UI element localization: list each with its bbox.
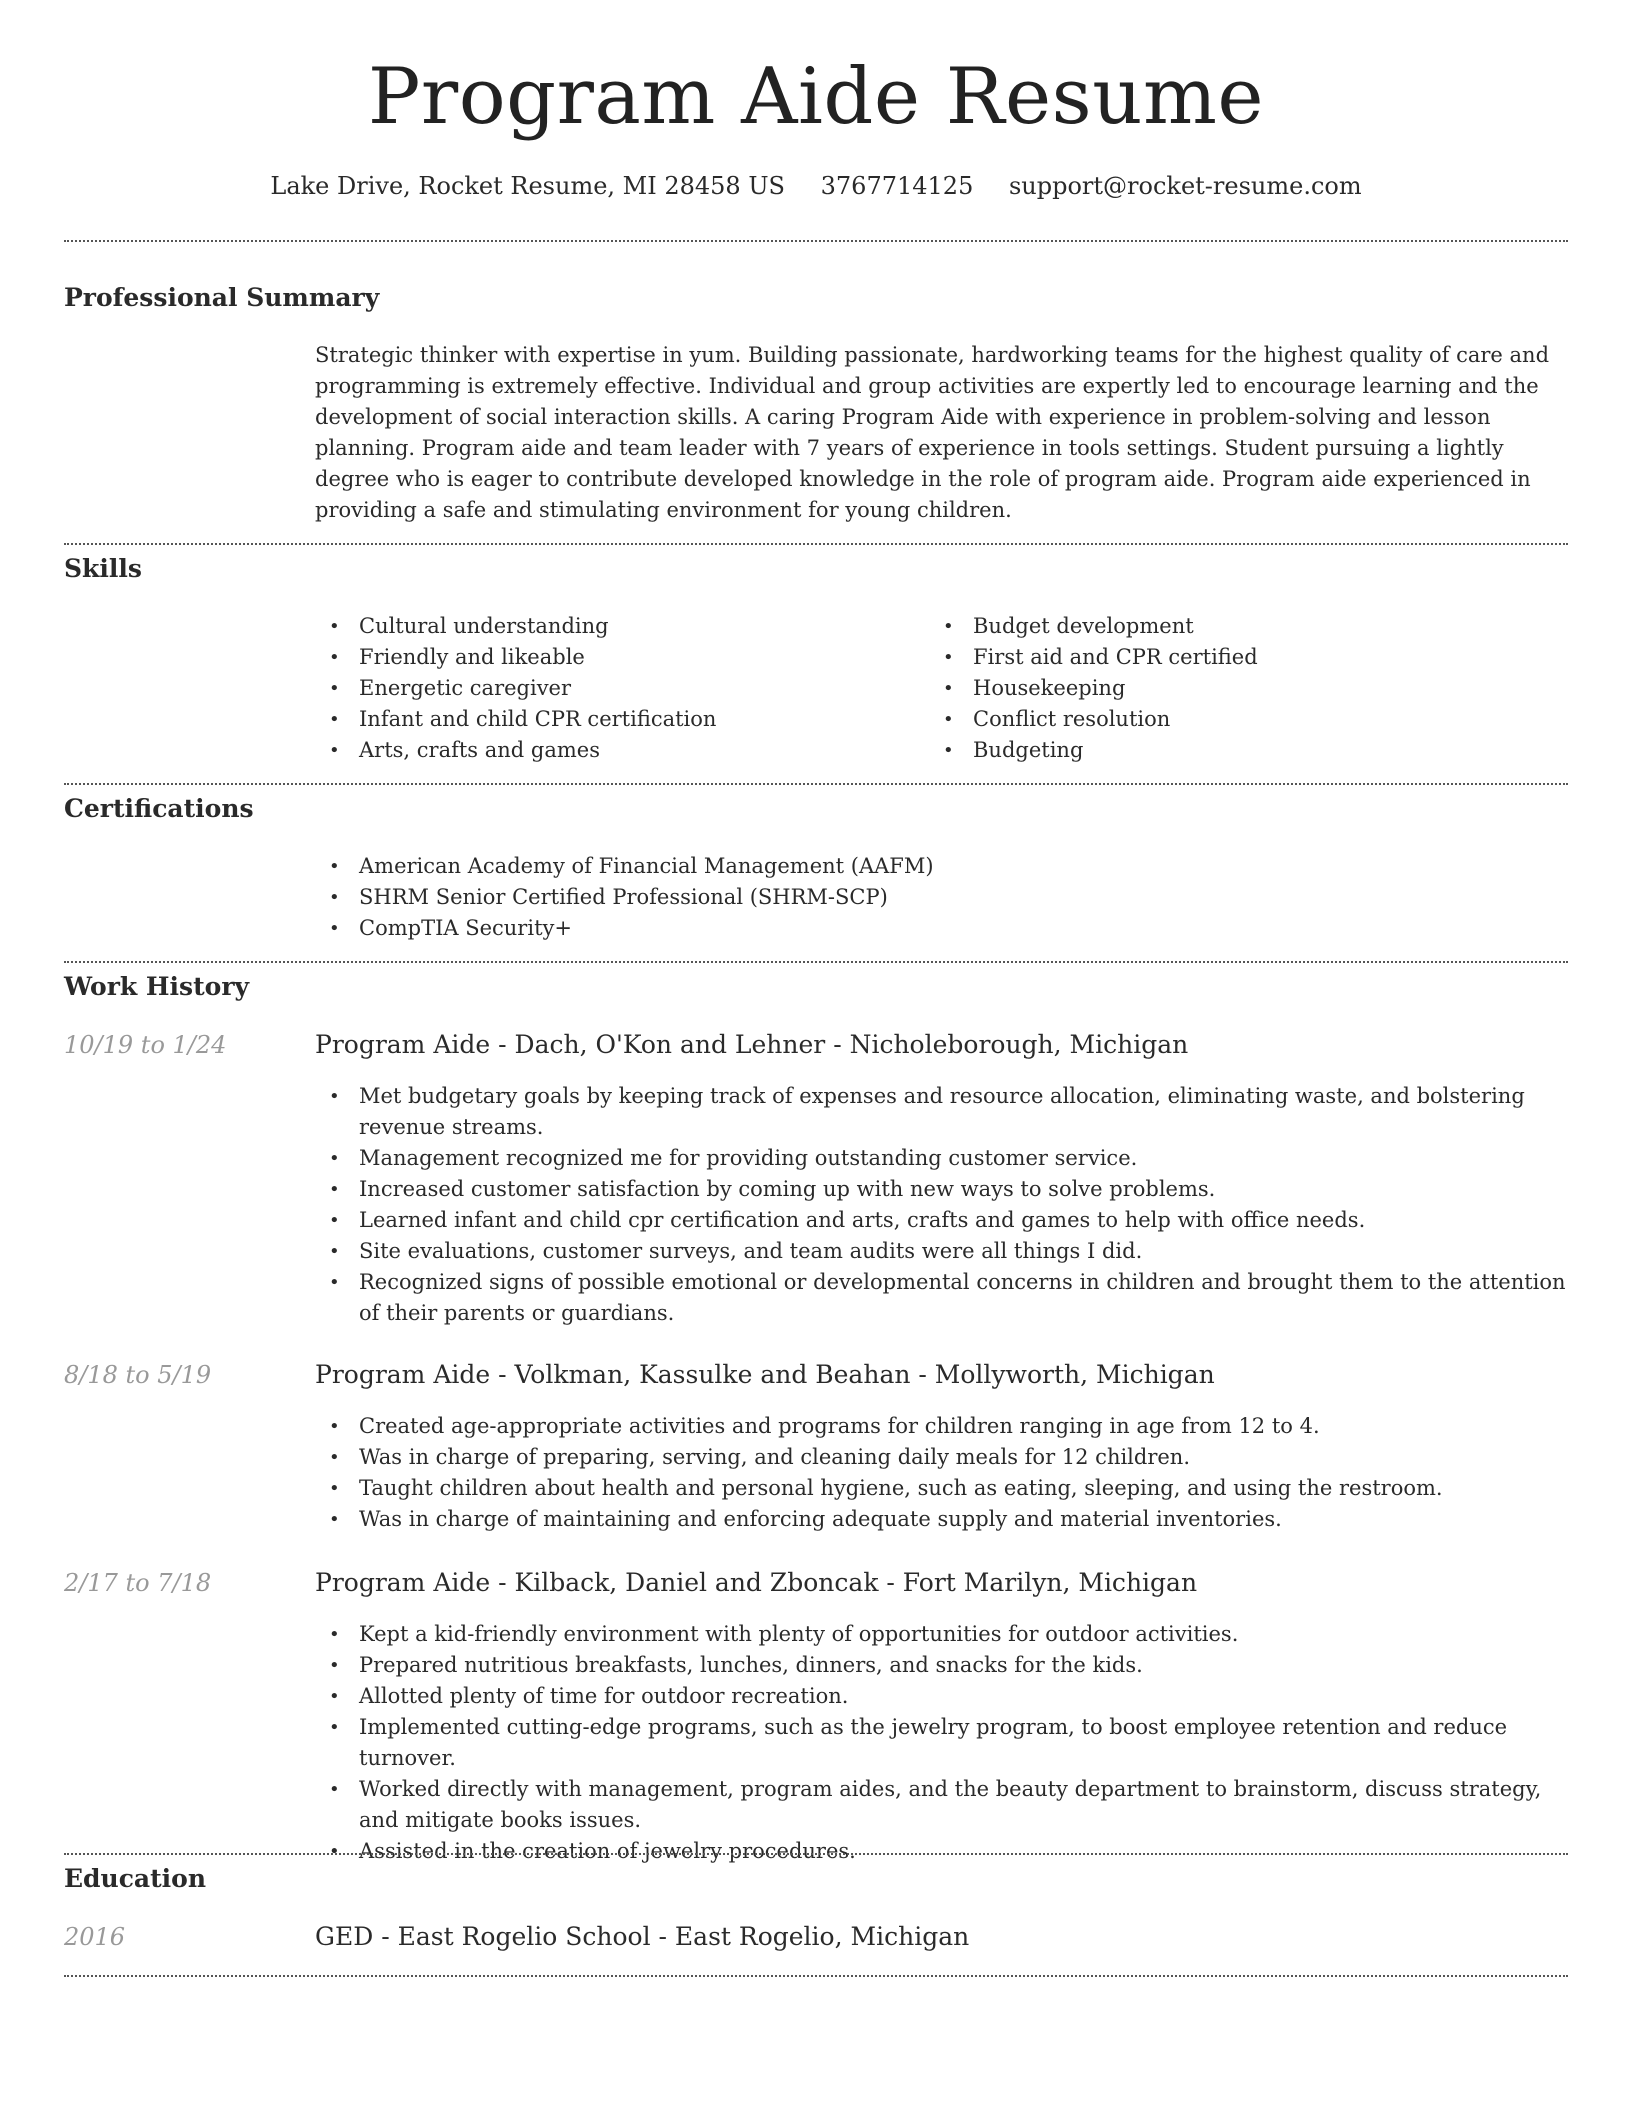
skill-item: • Cultural understanding bbox=[315, 611, 915, 642]
job-title: Program Aide - Dach, O'Kon and Lehner - Nicholeborough, Michigan bbox=[315, 1030, 1189, 1059]
skill-item: • Conflict resolution bbox=[929, 704, 1529, 735]
skill-item: • Friendly and likeable bbox=[315, 642, 915, 673]
skill-item: • Housekeeping bbox=[929, 673, 1529, 704]
divider bbox=[64, 783, 1568, 785]
job-bullet: • Was in charge of maintaining and enforcing adequate supply and material inventories. bbox=[315, 1504, 1568, 1535]
divider bbox=[64, 961, 1568, 963]
job-bullet: • Increased customer satisfaction by coming up with new ways to solve problems. bbox=[315, 1174, 1568, 1205]
job-bullet: • Worked directly with management, program aides, and the beauty department to brainstorm, discuss strategy, and mitigate books issues. bbox=[315, 1774, 1568, 1836]
job-bullets bbox=[315, 1411, 1568, 1535]
job-bullet: • Learned infant and child cpr certification and arts, crafts and games to help with office needs. bbox=[315, 1205, 1568, 1236]
resume-title: Program Aide Resume bbox=[367, 52, 1265, 142]
divider bbox=[64, 543, 1568, 545]
job-bullets bbox=[315, 1081, 1568, 1329]
section-title-education: Education bbox=[64, 1864, 207, 1893]
section-title-summary: Professional Summary bbox=[64, 283, 380, 312]
skill-item: • Energetic caregiver bbox=[315, 673, 915, 704]
divider bbox=[64, 240, 1568, 242]
job-dates: 2/17 to 7/18 bbox=[64, 1569, 212, 1597]
job-bullet: • Allotted plenty of time for outdoor recreation. bbox=[315, 1681, 1568, 1712]
contact-phone: 3767714125 bbox=[820, 172, 974, 200]
job-bullet: • Created age-appropriate activities and programs for children ranging in age from 12 to 4. bbox=[315, 1411, 1568, 1442]
section-title-certifications: Certifications bbox=[64, 794, 254, 823]
job-bullet: • Site evaluations, customer surveys, and team audits were all things I did. bbox=[315, 1236, 1568, 1267]
job-bullet: • Prepared nutritious breakfasts, lunches, dinners, and snacks for the kids. bbox=[315, 1650, 1568, 1681]
contact-address: Lake Drive, Rocket Resume, MI 28458 US bbox=[270, 172, 785, 200]
skill-item: • Budget development bbox=[929, 611, 1529, 642]
contact-line bbox=[64, 172, 1568, 200]
section-title-skills: Skills bbox=[64, 554, 142, 583]
job-bullet: • Kept a kid-friendly environment with plenty of opportunities for outdoor activities. bbox=[315, 1619, 1568, 1650]
skill-item: • Arts, crafts and games bbox=[315, 735, 915, 766]
job-bullet: • Implemented cutting-edge programs, such as the jewelry program, to boost employee retention and reduce turnover. bbox=[315, 1712, 1568, 1774]
job-bullet: • Was in charge of preparing, serving, and cleaning daily meals for 12 children. bbox=[315, 1442, 1568, 1473]
job-bullet: • Management recognized me for providing outstanding customer service. bbox=[315, 1143, 1568, 1174]
job-dates: 10/19 to 1/24 bbox=[64, 1031, 227, 1059]
job-bullets bbox=[315, 1619, 1568, 1867]
certification-item: • SHRM Senior Certified Professional (SHRM-SCP) bbox=[315, 882, 1568, 913]
job-bullet: • Met budgetary goals by keeping track of expenses and resource allocation, eliminating waste, and bolstering revenue streams. bbox=[315, 1081, 1568, 1143]
education-degree: GED - East Rogelio School - East Rogelio, Michigan bbox=[315, 1922, 970, 1951]
summary-text: Strategic thinker with expertise in yum. Building passionate, hardworking teams for the highest quality of care and programming is extremely effective. Individual and group activities are expertly led to encourage learning and the development of social interaction skills. A caring Program Aide with experience in problem-solving and lesson planning. Program aide and team leader with 7 years of experience in tools settings. Student pursuing a lightly degree who is eager to contribute developed knowledge in the role of program aide. Program aide experienced in providing a safe and stimulating environment for young children. bbox=[315, 343, 1550, 522]
divider bbox=[64, 1853, 1568, 1855]
certification-item: • CompTIA Security+ bbox=[315, 913, 1568, 944]
skills-column-right bbox=[929, 611, 1529, 766]
skill-item: • First aid and CPR certified bbox=[929, 642, 1529, 673]
skill-item: • Budgeting bbox=[929, 735, 1529, 766]
job-bullet: • Recognized signs of possible emotional or developmental concerns in children and brought them to the attention of their parents or guardians. bbox=[315, 1267, 1568, 1329]
education-year: 2016 bbox=[64, 1923, 126, 1951]
section-title-work-history: Work History bbox=[64, 972, 250, 1001]
certification-item: • American Academy of Financial Management (AAFM) bbox=[315, 851, 1568, 882]
contact-email[interactable]: support@rocket-resume.com bbox=[1008, 172, 1362, 200]
skills-column-left bbox=[315, 611, 915, 766]
job-bullet: • Assisted in the creation of jewelry procedures. bbox=[315, 1836, 1568, 1867]
job-bullet: • Taught children about health and personal hygiene, such as eating, sleeping, and using the restroom. bbox=[315, 1473, 1568, 1504]
certifications-list bbox=[315, 851, 1568, 944]
skill-item: • Infant and child CPR certification bbox=[315, 704, 915, 735]
job-dates: 8/18 to 5/19 bbox=[64, 1361, 212, 1389]
divider bbox=[64, 1975, 1568, 1977]
job-title: Program Aide - Volkman, Kassulke and Beahan - Mollyworth, Michigan bbox=[315, 1360, 1215, 1389]
job-title: Program Aide - Kilback, Daniel and Zboncak - Fort Marilyn, Michigan bbox=[315, 1568, 1198, 1597]
